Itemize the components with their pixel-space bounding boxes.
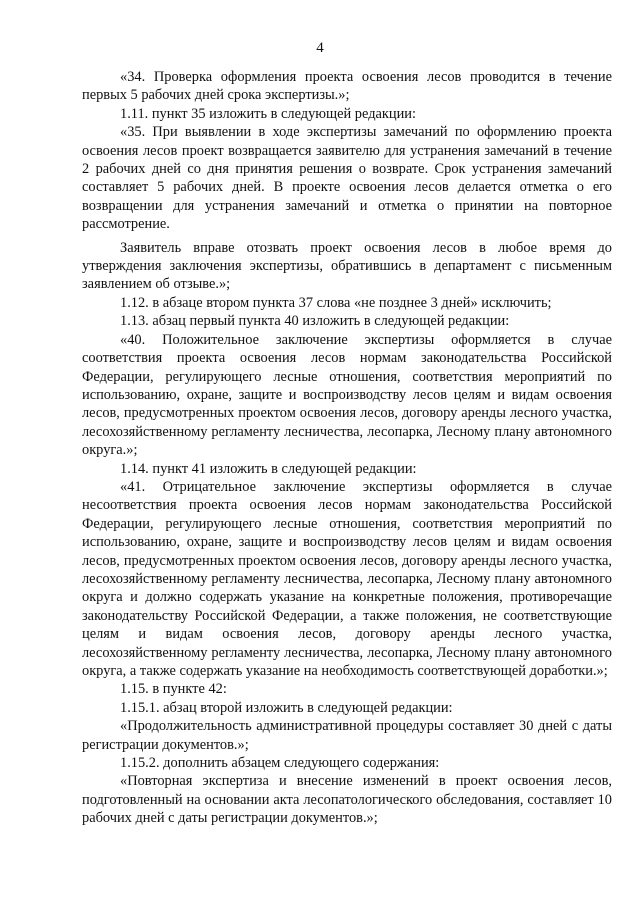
paragraph-34: «34. Проверка оформления проекта освоения лесов проводится в течение первых 5 рабочих дней срока экспертизы.»; — [82, 69, 612, 104]
paragraph-1-14: 1.14. пункт 41 изложить в следующей редакции: — [120, 460, 417, 477]
page-number: 4 — [316, 40, 324, 56]
paragraph-1-15-1: 1.15.1. абзац второй изложить в следующей редакции: — [120, 699, 453, 716]
paragraph-40: «40. Положительное заключение экспертизы оформляется в случае соответствия проекта освоения лесов нормам законодательства Российской Федерации, регулирующего лесные отношения, соответствия мероприятий по использованию, охране, защите и воспроизводству лесов целям и видам освоения лесов, предусмотренных проектом освоения лесов, договору аренды лесного участка, лесохозяйственному регламенту лесничества, лесопарка, Лесному плану автономного округа.»; — [82, 331, 612, 459]
paragraph-duration: «Продолжительность административной процедуры составляет 30 дней с даты регистрации документов.»; — [82, 718, 612, 753]
document-body — [82, 68, 612, 828]
paragraph-35: «35. При выявлении в ходе экспертизы замечаний по оформлению проекта освоения лесов проект возвращается заявителю для устранения замечаний в течение 2 рабочих дней со дня принятия решения о возврате. Срок устранения замечаний составляет 5 рабочих дней. В проекте освоения лесов делается отметка о его возвращении для устранения замечаний и отметка о принятии на повторное рассмотрение. — [82, 124, 612, 233]
paragraph-1-15-2: 1.15.2. дополнить абзацем следующего содержания: — [120, 755, 440, 772]
paragraph-41: «41. Отрицательное заключение экспертизы оформляется в случае несоответствия проекта освоения лесов нормам законодательства Российской Федерации, регулирующего лесные отношения, соответствия мероприятий по использованию, охране, защите и воспроизводству лесов целям и видам освоения лесов, предусмотренных проектом освоения лесов, договору аренды лесного участка, лесохозяйственному регламенту лесничества, лесопарка, Лесному плану автономного округа и должно содержать указание на конкретные положения, противоречащие законодательству Российской Федерации, а также положения, не соответствующие целям и видам освоения лесов, договору аренды лесного участка, лесохозяйственному регламенту лесничества, лесопарка, Лесному плану автономного округа, а также содержать указание на необходимость соответствующей доработки.»; — [82, 478, 612, 679]
paragraph-1-12: 1.12. в абзаце втором пункта 37 слова «не позднее 3 дней» исключить; — [120, 294, 552, 311]
paragraph-1-15: 1.15. в пункте 42: — [120, 681, 227, 698]
paragraph-applicant-withdraw: Заявитель вправе отозвать проект освоения лесов в любое время до утверждения заключения экспертизы, обратившись в департамент с письменным заявлением об отзыве.»; — [82, 239, 612, 293]
paragraph-repeat-expertise: «Повторная экспертиза и внесение изменений в проект освоения лесов, подготовленный на основании акта лесопатологического обследования, составляет 10 рабочих дней с даты регистрации документов.»; — [82, 773, 612, 827]
paragraph-1-11: 1.11. пункт 35 изложить в следующей редакции: — [120, 105, 417, 122]
paragraph-1-13: 1.13. абзац первый пункта 40 изложить в следующей редакции: — [120, 313, 510, 330]
